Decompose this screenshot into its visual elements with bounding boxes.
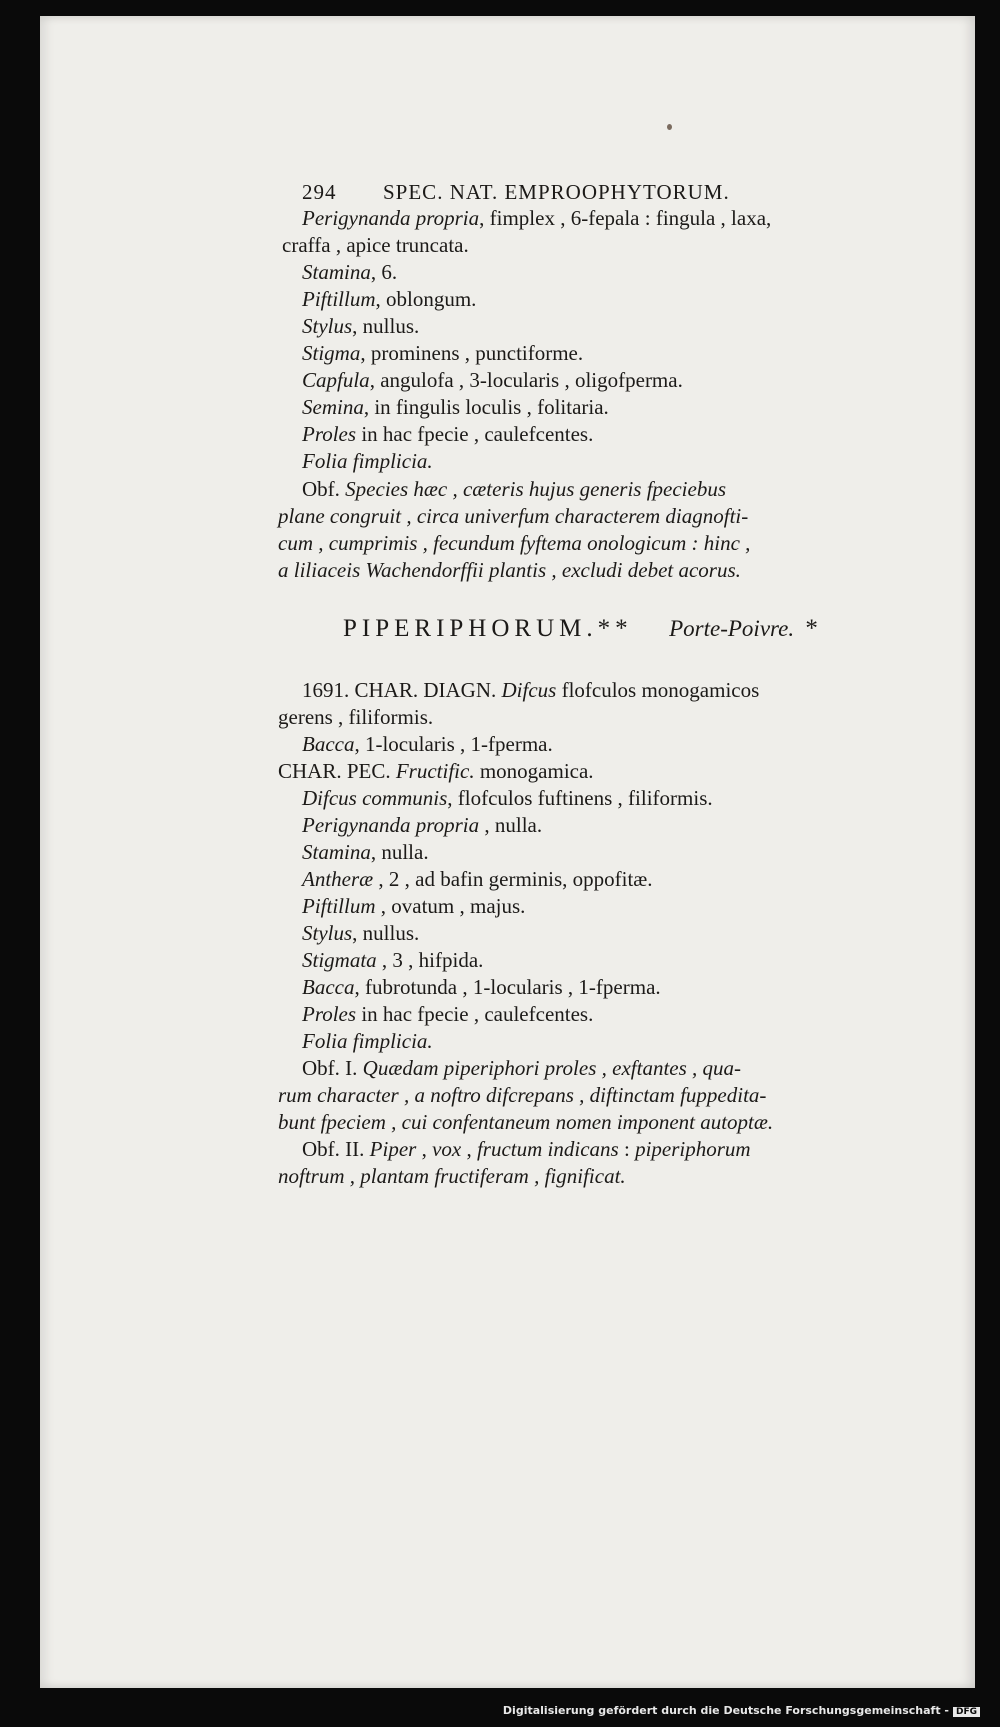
section-title: PIPERIPHORUM. xyxy=(343,615,598,642)
term: Capfula xyxy=(302,368,370,392)
term: Folia fimplicia. xyxy=(302,1029,433,1053)
description-line xyxy=(302,394,609,420)
observation-line: a liliaceis Wachendorffii plantis , excludi debet acorus. xyxy=(278,558,741,582)
description-line xyxy=(302,205,771,231)
term: Perigynanda propria xyxy=(302,813,480,837)
ink-spot xyxy=(667,124,672,130)
description-text: , in fingulis loculis , folitaria. xyxy=(363,395,609,419)
obs-label: Obf. I. xyxy=(302,1056,358,1080)
term: Proles xyxy=(302,422,357,446)
char-label: CHAR. PEC. xyxy=(278,759,391,783)
section-heading xyxy=(343,616,823,642)
term: Difcus communis xyxy=(302,786,448,810)
observation-line xyxy=(302,476,726,502)
char-diagn-line xyxy=(302,731,553,757)
book-page xyxy=(40,16,975,1688)
running-title: SPEC. NAT. EMPROOPHYTORUM. xyxy=(383,180,730,204)
description-text: , nulla. xyxy=(370,840,429,864)
term: Semina xyxy=(302,395,364,419)
description-line xyxy=(302,866,653,892)
observation-line: noftrum , plantam fructiferam , fignificat. xyxy=(278,1164,626,1188)
section-star: * xyxy=(805,615,823,642)
observation-line: rum character , a noftro difcrepans , diftinctam fuppedita- xyxy=(278,1083,767,1107)
observation-line: bunt fpeciem , cui confentaneum nomen imponent autoptæ. xyxy=(278,1110,774,1134)
term: Piftillum xyxy=(302,894,376,918)
obs-text: , xyxy=(461,1137,477,1161)
page-number: 294 xyxy=(302,180,337,204)
char-diagn-line: gerens , filiformis. xyxy=(278,705,434,729)
description-line xyxy=(302,839,429,865)
obs-text: Quædam piperiphori proles , exftantes , qua- xyxy=(362,1056,742,1080)
term: Stamina xyxy=(302,840,371,864)
description-text: monogamica. xyxy=(474,759,594,783)
description-line xyxy=(302,812,542,838)
credit-text: Digitalisierung gefördert durch die Deutsche Forschungsgemeinschaft - xyxy=(502,1704,949,1717)
obs-text: vox xyxy=(432,1137,462,1161)
description-text: , nullus. xyxy=(352,314,420,338)
description-line xyxy=(302,1001,593,1027)
term: Fructific. xyxy=(395,759,475,783)
description-text: , 6. xyxy=(370,260,398,284)
term: Folia fimplicia. xyxy=(302,449,433,473)
observation-line: plane congruit , circa univerfum characterem diagnofti- xyxy=(278,504,749,528)
section-french: Porte-Poivre. xyxy=(669,616,795,641)
term: Proles xyxy=(302,1002,357,1026)
obs-label: Obf. xyxy=(302,477,340,501)
description-text: , 1-locularis , 1-fperma. xyxy=(354,732,553,756)
description-line xyxy=(302,259,397,285)
description-line xyxy=(302,367,683,393)
term: Stigma xyxy=(302,341,361,365)
dfg-logo: DFG xyxy=(953,1707,980,1717)
obs-label: Obf. II. xyxy=(302,1137,365,1161)
description-text: , ovatum , majus. xyxy=(375,894,526,918)
description-line xyxy=(282,232,469,258)
description-text: , angulofa , 3-locularis , oligofperma. xyxy=(369,368,683,392)
term: Stamina xyxy=(302,260,371,284)
description-text: craffa , apice truncata. xyxy=(282,233,469,257)
description-line xyxy=(302,421,593,447)
description-line xyxy=(302,313,419,339)
description-line xyxy=(302,340,583,366)
description-line xyxy=(302,1028,433,1054)
term: Perigynanda propria xyxy=(302,206,480,230)
entry-number: 1691. xyxy=(302,678,350,702)
term: Bacca xyxy=(302,732,355,756)
description-line xyxy=(302,448,433,474)
term: Stigmata xyxy=(302,948,377,972)
term: Bacca xyxy=(302,975,355,999)
obs-text: Species hæc , cæteris hujus generis fpeciebus xyxy=(345,477,727,501)
char-label: CHAR. DIAGN. xyxy=(354,678,497,702)
section-stars: ** xyxy=(597,615,633,642)
observation-line xyxy=(302,1136,751,1162)
char-pec-line xyxy=(278,758,594,784)
obs-text: , xyxy=(416,1137,433,1161)
description-line xyxy=(302,920,419,946)
term: Antheræ xyxy=(302,867,374,891)
obs-text: Piper xyxy=(369,1137,417,1161)
char-diagn-line xyxy=(302,677,759,703)
term: Stylus xyxy=(302,921,353,945)
description-text: , oblongum. xyxy=(375,287,477,311)
description-text: , fimplex , 6-fepala : fingula , laxa, xyxy=(479,206,772,230)
description-line xyxy=(302,785,713,811)
running-header xyxy=(302,179,730,205)
obs-text: : xyxy=(618,1137,636,1161)
description-line xyxy=(302,974,661,1000)
description-text: , 3 , hifpida. xyxy=(376,948,484,972)
description-line xyxy=(302,947,483,973)
description-text: flofculos monogamicos xyxy=(556,678,760,702)
digitization-credit xyxy=(503,1704,980,1717)
description-text: , fubrotunda , 1-locularis , 1-fperma. xyxy=(354,975,661,999)
description-line xyxy=(302,286,476,312)
description-text: , prominens , punctiforme. xyxy=(360,341,584,365)
description-text: in hac fpecie , caulefcentes. xyxy=(356,422,594,446)
term: Piftillum xyxy=(302,287,376,311)
observation-line xyxy=(302,1055,741,1081)
description-text: , flofculos fuftinens , filiformis. xyxy=(447,786,713,810)
description-text: , nullus. xyxy=(352,921,420,945)
obs-text: piperiphorum xyxy=(635,1137,751,1161)
description-text: , nulla. xyxy=(479,813,543,837)
term: Stylus xyxy=(302,314,353,338)
obs-text: fructum indicans xyxy=(476,1137,619,1161)
description-text: , 2 , ad bafin germinis, oppofitæ. xyxy=(373,867,653,891)
observation-line: cum , cumprimis , fecundum fyftema onologicum : hinc , xyxy=(278,531,751,555)
description-line xyxy=(302,893,525,919)
term: Difcus xyxy=(501,678,557,702)
description-text: in hac fpecie , caulefcentes. xyxy=(356,1002,594,1026)
